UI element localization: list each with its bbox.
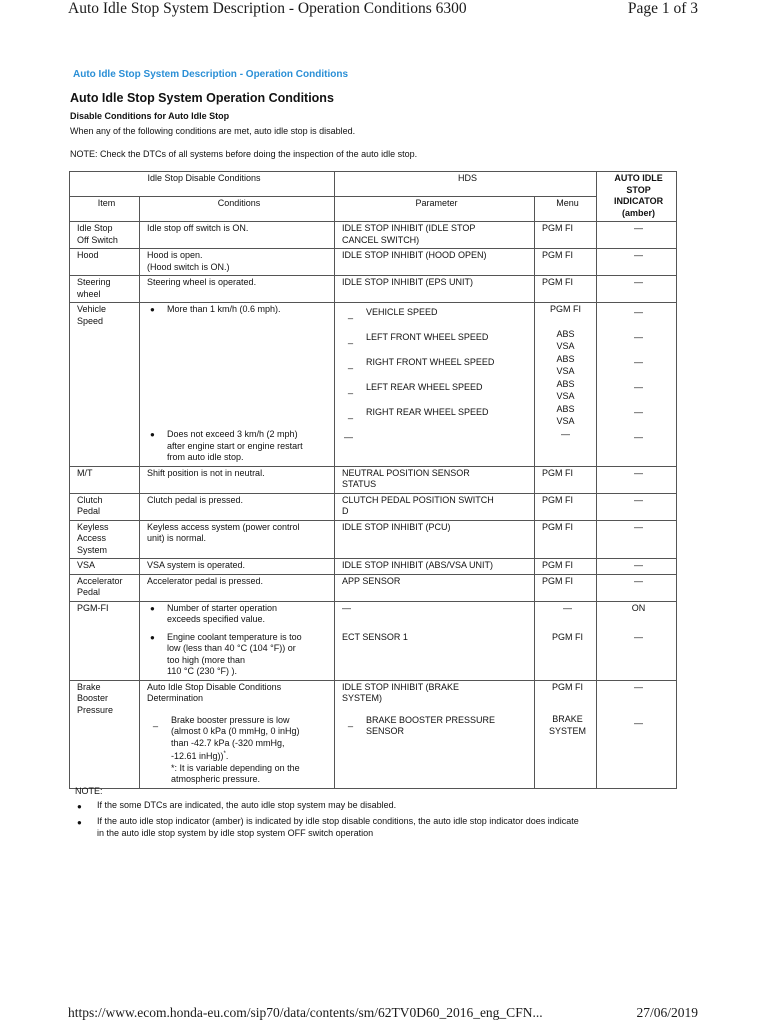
row-menu: PGM FI <box>535 574 597 601</box>
table-row <box>70 559 677 575</box>
row-indicator: — <box>597 222 677 249</box>
disable-conditions-table <box>69 171 677 789</box>
group-disable-conditions: Idle Stop Disable Conditions <box>70 172 335 197</box>
row-menu: PGM FI ABS VSA ABS VSA ABS VSA ABS VSA — <box>535 303 597 467</box>
dash-item: _ Brake booster pressure is low (almost 0 kPa (0 mmHg, 0 inHg) than -42.7 kPa (-320 mmHg, -12.61 inHg))*. *: It is variable depending on the atmospheric pressure. <box>147 715 331 786</box>
table-row <box>70 276 677 303</box>
col-parameter: Parameter <box>335 197 535 222</box>
row-indicator: — <box>597 574 677 601</box>
breadcrumb-link[interactable]: Auto Idle Stop System Description - Operation Conditions <box>73 69 349 80</box>
row-indicator: — <box>597 249 677 276</box>
print-footer-url: https://www.ecom.honda-eu.com/sip70/data/contents/sm/62TV0D60_2016_eng_CFN... <box>68 1005 543 1020</box>
row-indicator: — <box>597 559 677 575</box>
table-group-header <box>70 172 677 197</box>
row-menu: PGM FI <box>535 520 597 559</box>
row-item: Clutch Pedal <box>70 493 140 520</box>
row-menu: PGM FI <box>535 249 597 276</box>
dash-item: _ LEFT FRONT WHEEL SPEED <box>342 332 531 357</box>
table-row <box>70 520 677 559</box>
row-parameter: IDLE STOP INHIBIT (ABS/VSA UNIT) <box>335 559 535 575</box>
row-indicator: — <box>597 276 677 303</box>
row-parameter: — ECT SENSOR 1 <box>335 601 535 680</box>
row-condition: Auto Idle Stop Disable Conditions Determination _ Brake booster pressure is low (almost 0 kPa (0 mmHg, 0 inHg) than -42.7 kPa (-320 mmHg, -12.61 inHg))*. *: It is variable depending on the atmospheric pressure. <box>140 680 335 788</box>
row-condition <box>140 303 335 467</box>
row-menu: PGM FI <box>535 493 597 520</box>
row-menu: PGM FI <box>535 276 597 303</box>
dash-item: _ VEHICLE SPEED <box>342 307 531 332</box>
row-item: VSA <box>70 559 140 575</box>
table-row <box>70 680 677 788</box>
section-subtitle: Disable Conditions for Auto Idle Stop <box>70 111 230 121</box>
col-item: Item <box>70 197 140 222</box>
bullet-item: ● Engine coolant temperature is too low (less than 40 °C (104 °F)) or too high (more than 110 °C (230 °F) ). <box>147 632 331 678</box>
row-indicator: — <box>597 466 677 493</box>
row-indicator: — <box>597 493 677 520</box>
row-indicator: — — <box>597 680 677 788</box>
row-condition: Idle stop off switch is ON. <box>140 222 335 249</box>
col-conditions: Conditions <box>140 197 335 222</box>
dash-item: _ RIGHT REAR WHEEL SPEED <box>342 407 531 432</box>
bullet-item: ● Number of starter operation exceeds specified value. <box>147 603 331 626</box>
table-row <box>70 249 677 276</box>
row-condition: Hood is open. (Hood switch is ON.) <box>140 249 335 276</box>
row-parameter: NEUTRAL POSITION SENSOR STATUS <box>335 466 535 493</box>
intro-text: When any of the following conditions are met, auto idle stop is disabled. <box>70 126 356 136</box>
row-indicator: — — — — — — <box>597 303 677 467</box>
row-item: Steering wheel <box>70 276 140 303</box>
row-item: Vehicle Speed <box>70 303 140 467</box>
row-menu: PGM FI BRAKE SYSTEM <box>535 680 597 788</box>
notes-heading: NOTE: <box>75 786 103 796</box>
row-condition <box>140 601 335 680</box>
row-item: Accelerator Pedal <box>70 574 140 601</box>
row-indicator: — <box>597 520 677 559</box>
group-hds: HDS <box>335 172 597 197</box>
table-row <box>70 601 677 680</box>
row-condition: Accelerator pedal is pressed. <box>140 574 335 601</box>
row-parameter: IDLE STOP INHIBIT (IDLE STOP CANCEL SWITCH) <box>335 222 535 249</box>
note-item: ● If the some DTCs are indicated, the auto idle stop system may be disabled. <box>75 800 687 812</box>
table-column-header <box>70 197 677 222</box>
row-item: Brake Booster Pressure <box>70 680 140 788</box>
table-row <box>70 574 677 601</box>
row-menu: PGM FI <box>535 222 597 249</box>
row-condition: Shift position is not in neutral. <box>140 466 335 493</box>
page-title: Auto Idle Stop System Operation Conditions <box>70 91 334 105</box>
row-condition: Steering wheel is operated. <box>140 276 335 303</box>
row-parameter: IDLE STOP INHIBIT (PCU) <box>335 520 535 559</box>
row-parameter: IDLE STOP INHIBIT (HOOD OPEN) <box>335 249 535 276</box>
row-menu: — PGM FI <box>535 601 597 680</box>
table-row <box>70 222 677 249</box>
row-indicator: ON — <box>597 601 677 680</box>
indicator-header: AUTO IDLE STOP INDICATOR (amber) <box>597 172 677 222</box>
col-menu: Menu <box>535 197 597 222</box>
row-parameter: IDLE STOP INHIBIT (EPS UNIT) <box>335 276 535 303</box>
row-condition: Clutch pedal is pressed. <box>140 493 335 520</box>
dash-item: _ RIGHT FRONT WHEEL SPEED <box>342 357 531 382</box>
row-item: Keyless Access System <box>70 520 140 559</box>
print-header-title: Auto Idle Stop System Description - Operation Conditions 6300 <box>68 0 467 17</box>
note-item: ● If the auto idle stop indicator (amber) is indicated by idle stop disable conditions, the auto idle stop indicator does indicate in the auto idle stop system by idle stop system OFF switch operation <box>75 816 687 839</box>
dash-item: _ LEFT REAR WHEEL SPEED <box>342 382 531 407</box>
row-parameter: _ VEHICLE SPEED _ LEFT FRONT WHEEL SPEED _ RIGHT FRONT WHEEL SPEED _ LEFT REAR WHEEL SPEED _ RIGHT REAR WHEEL SPEED — <box>335 303 535 467</box>
table-row <box>70 493 677 520</box>
row-menu: PGM FI <box>535 559 597 575</box>
print-header-page: Page 1 of 3 <box>627 0 698 17</box>
row-parameter: APP SENSOR <box>335 574 535 601</box>
dtc-note: NOTE: Check the DTCs of all systems before doing the inspection of the auto idle stop. <box>70 149 418 159</box>
bullet-item: ● More than 1 km/h (0.6 mph). <box>147 304 331 429</box>
row-condition: VSA system is operated. <box>140 559 335 575</box>
row-item: Hood <box>70 249 140 276</box>
row-menu: PGM FI <box>535 466 597 493</box>
table-row <box>70 466 677 493</box>
bullet-item: ● Does not exceed 3 km/h (2 mph) after engine start or engine restart from auto idle stop. <box>147 429 331 464</box>
table-row <box>70 303 677 467</box>
row-item: Idle Stop Off Switch <box>70 222 140 249</box>
row-item: PGM-FI <box>70 601 140 680</box>
dash-item: _ BRAKE BOOSTER PRESSURE SENSOR <box>342 715 531 738</box>
row-condition: Keyless access system (power control unit) is normal. <box>140 520 335 559</box>
row-item: M/T <box>70 466 140 493</box>
print-footer-date: 27/06/2019 <box>636 1005 698 1020</box>
row-parameter: IDLE STOP INHIBIT (BRAKE SYSTEM) _ BRAKE BOOSTER PRESSURE SENSOR <box>335 680 535 788</box>
row-parameter: CLUTCH PEDAL POSITION SWITCH D <box>335 493 535 520</box>
